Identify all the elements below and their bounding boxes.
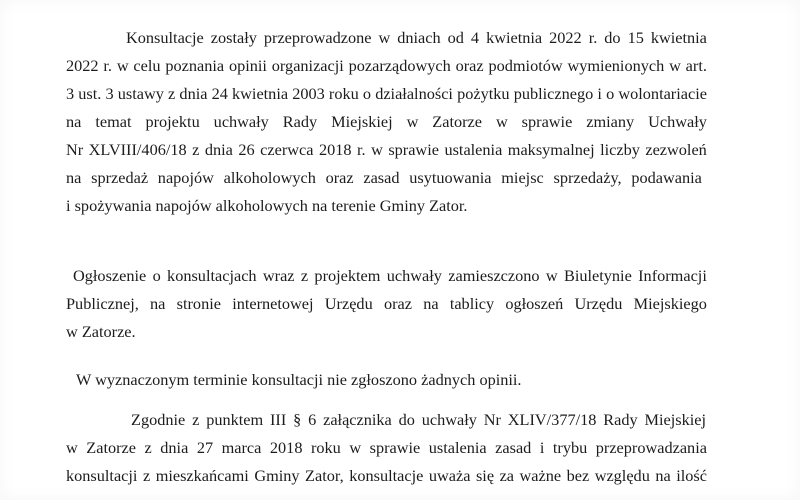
paragraph-1-line-7: i spożywania napojów alkoholowych na terenie Gminy Zator. [66,196,468,215]
paragraph-2-line-3: w Zatorze. [66,322,136,341]
paragraph-1-line-4: na temat projektu uchwały Rady Miejskiej w Zatorze w sprawie zmiany Uchwały [66,112,707,131]
paragraph-1-line-2: 2022 r. w celu poznania opinii organizacji pozarządowych oraz podmiotów wymienionych w art. [66,56,707,75]
paragraph-3-line-1: W wyznaczonym terminie konsultacji nie zgłoszono żadnych opinii. [76,370,522,389]
paragraph-1-line-6: na sprzedaż napojów alkoholowych oraz zasad usytuowania miejsc sprzedaży, podawania [66,168,702,187]
paragraph-4-line-3: konsultacji z mieszkańcami Gminy Zator, konsultacje uważa się za ważne bez względu na ilość [66,466,707,485]
paragraph-1-line-5: Nr XLVIII/406/18 z dnia 26 czerwca 2018 r. w sprawie ustalenia maksymalnej liczby zezwoleń [66,140,707,159]
paragraph-1-line-1: Konsultacje zostały przeprowadzone w dniach od 4 kwietnia 2022 r. do 15 kwietnia [126,28,707,47]
paragraph-1-line-3: 3 ust. 3 ustawy z dnia 24 kwietnia 2003 roku o działalności pożytku publicznego i o wolontariacie [66,84,707,103]
paragraph-4-line-2: w Zatorze z dnia 27 marca 2018 roku w sprawie ustalenia zasad i trybu przeprowadzania [66,438,707,457]
paragraph-2-line-1: Ogłoszenie o konsultacjach wraz z projektem uchwały zamieszczono w Biuletynie Informacji [73,266,707,285]
paragraph-4-line-1: Zgodnie z punktem III § 6 załącznika do uchwały Nr XLIV/377/18 Rady Miejskiej [131,410,706,429]
paragraph-2-line-2: Publicznej, na stronie internetowej Urzędu oraz na tablicy ogłoszeń Urzędu Miejskiego [66,294,707,313]
